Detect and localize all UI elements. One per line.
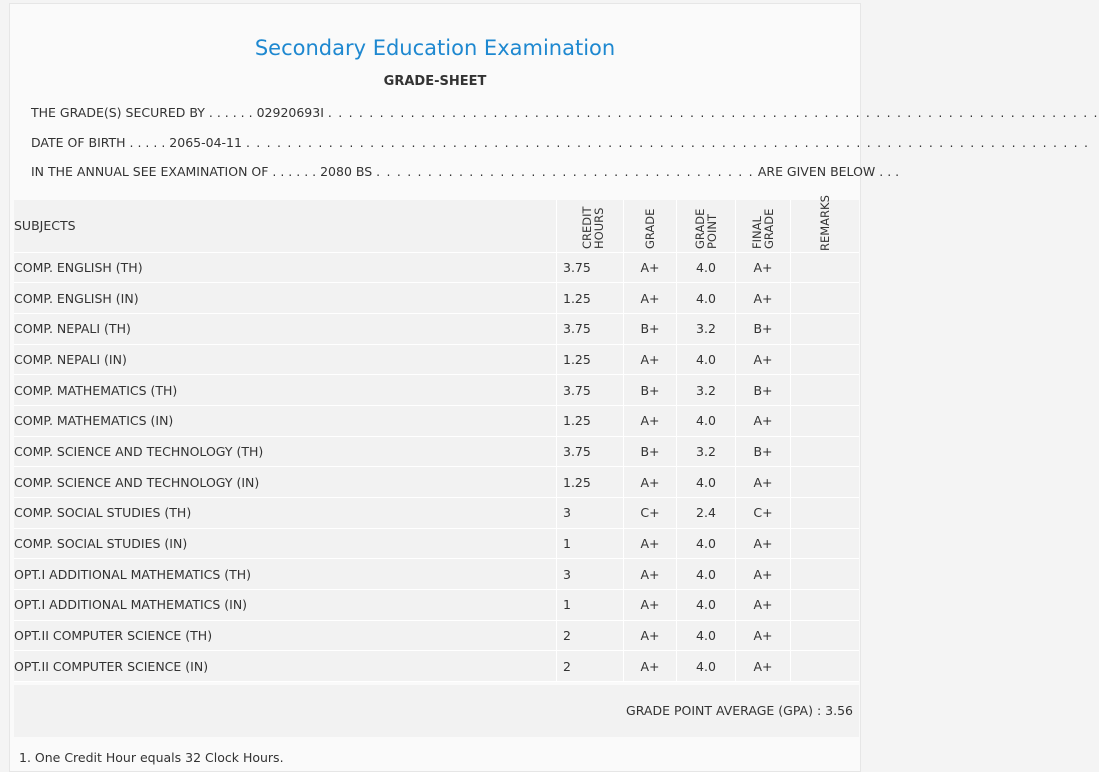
grade-point-cell: 4.0 [677, 620, 736, 651]
secured-by-trail: . . . . . . . . . . . . . . . . . . . . . . . . . . . . . . . . . . . . . . . . . . . . . . . . . . . . . . . . . . . . . . . . . . . . . . . . . . . [327, 105, 1099, 120]
subject-cell: COMP. SCIENCE AND TECHNOLOGY (IN) [14, 467, 557, 498]
subject-cell: OPT.I ADDITIONAL MATHEMATICS (IN) [14, 590, 557, 621]
remarks-cell [791, 559, 860, 590]
subject-cell: OPT.I ADDITIONAL MATHEMATICS (TH) [14, 559, 557, 590]
subject-cell: COMP. ENGLISH (IN) [14, 283, 557, 314]
grade-cell: B+ [624, 436, 677, 467]
final-grade-cell: A+ [736, 467, 791, 498]
page-title: Secondary Education Examination [254, 36, 616, 60]
table-row [14, 651, 859, 682]
remarks-cell [791, 375, 860, 406]
table-row [14, 467, 859, 498]
final-grade-cell: A+ [736, 252, 791, 283]
grade-cell: A+ [624, 344, 677, 375]
final-grade-cell: A+ [736, 559, 791, 590]
table-row [14, 313, 859, 344]
grade-cell: A+ [624, 620, 677, 651]
grade-point-cell: 4.0 [677, 283, 736, 314]
remarks-header: REMARKS [791, 200, 860, 252]
exam-label: IN THE ANNUAL SEE EXAMINATION OF . . . . . . [31, 164, 317, 179]
final-grade-cell: A+ [736, 590, 791, 621]
grade-cell: A+ [624, 559, 677, 590]
remarks-cell [791, 590, 860, 621]
remarks-cell [791, 436, 860, 467]
remarks-cell [791, 620, 860, 651]
exam-mid-dots: . . . . . . . . . . . . . . . . . . . . . . . . . . . . . . . . . . . . . [376, 164, 754, 179]
grade-point-cell: 2.4 [677, 498, 736, 529]
final-grade-cell: B+ [736, 313, 791, 344]
subject-cell: COMP. SOCIAL STUDIES (IN) [14, 528, 557, 559]
final-grade-header: FINAL GRADE [736, 200, 791, 252]
subject-cell: COMP. MATHEMATICS (TH) [14, 375, 557, 406]
grade-point-cell: 3.2 [677, 436, 736, 467]
final-grade-cell: A+ [736, 651, 791, 682]
final-grade-cell: A+ [736, 528, 791, 559]
grade-point-cell: 4.0 [677, 528, 736, 559]
grade-cell: A+ [624, 283, 677, 314]
dob-trail: . . . . . . . . . . . . . . . . . . . . . . . . . . . . . . . . . . . . . . . . . . . . . . . . . . . . . . . . . . . . . . . . . . . . . . . . . . . . . . . . . . [245, 135, 1090, 150]
remarks-cell [791, 651, 860, 682]
grade-point-header: GRADE POINT [677, 200, 736, 252]
gpa-box [14, 685, 859, 737]
table-row [14, 252, 859, 283]
exam-line [31, 164, 899, 179]
subject-cell: OPT.II COMPUTER SCIENCE (IN) [14, 651, 557, 682]
table-row [14, 283, 859, 314]
grade-cell: B+ [624, 375, 677, 406]
grade-point-cell: 4.0 [677, 405, 736, 436]
final-grade-cell: B+ [736, 436, 791, 467]
secured-by-label: THE GRADE(S) SECURED BY . . . . . . [31, 105, 253, 120]
dob-label: DATE OF BIRTH . . . . . [31, 135, 166, 150]
grades-table [14, 194, 859, 682]
subject-cell: COMP. SOCIAL STUDIES (TH) [14, 498, 557, 529]
table-row [14, 590, 859, 621]
remarks-cell [791, 405, 860, 436]
grade-point-cell: 4.0 [677, 344, 736, 375]
gpa-label: GRADE POINT AVERAGE (GPA) : [626, 703, 822, 718]
final-grade-cell: C+ [736, 498, 791, 529]
grade-point-cell: 4.0 [677, 559, 736, 590]
remarks-cell [791, 283, 860, 314]
table-row [14, 528, 859, 559]
secured-by-line [31, 105, 1099, 120]
credit-hours-header: CREDIT HOURS [557, 200, 624, 252]
credit-hours-cell: 1 [557, 590, 624, 621]
table-row [14, 620, 859, 651]
grade-cell: A+ [624, 467, 677, 498]
grade-point-cell: 4.0 [677, 590, 736, 621]
grade-cell: A+ [624, 528, 677, 559]
grade-cell: A+ [624, 590, 677, 621]
subject-cell: COMP. SCIENCE AND TECHNOLOGY (TH) [14, 436, 557, 467]
credit-hour-note: 1. One Credit Hour equals 32 Clock Hours. [19, 750, 284, 765]
credit-hours-cell: 2 [557, 651, 624, 682]
credit-hours-cell: 1.25 [557, 467, 624, 498]
subject-cell: OPT.II COMPUTER SCIENCE (TH) [14, 620, 557, 651]
remarks-cell [791, 344, 860, 375]
final-grade-cell: A+ [736, 283, 791, 314]
final-grade-cell: B+ [736, 375, 791, 406]
final-grade-cell: A+ [736, 620, 791, 651]
credit-hours-cell: 3 [557, 559, 624, 590]
table-header-row [14, 200, 859, 252]
remarks-cell [791, 313, 860, 344]
dob-line [31, 135, 1089, 150]
credit-hours-cell: 3.75 [557, 313, 624, 344]
grade-cell: B+ [624, 313, 677, 344]
grade-point-cell: 3.2 [677, 313, 736, 344]
credit-hours-cell: 1.25 [557, 405, 624, 436]
table-row [14, 375, 859, 406]
credit-hours-cell: 1.25 [557, 344, 624, 375]
subject-cell: COMP. ENGLISH (TH) [14, 252, 557, 283]
grade-point-cell: 4.0 [677, 467, 736, 498]
grade-cell: C+ [624, 498, 677, 529]
exam-year: 2080 BS [320, 164, 373, 179]
remarks-cell [791, 528, 860, 559]
subject-cell: COMP. MATHEMATICS (IN) [14, 405, 557, 436]
grade-cell: A+ [624, 405, 677, 436]
remarks-cell [791, 498, 860, 529]
page-subtitle: GRADE-SHEET [383, 74, 487, 89]
credit-hours-cell: 3 [557, 498, 624, 529]
remarks-cell [791, 467, 860, 498]
credit-hours-cell: 3.75 [557, 375, 624, 406]
final-grade-cell: A+ [736, 405, 791, 436]
grade-point-cell: 3.2 [677, 375, 736, 406]
table-row [14, 498, 859, 529]
dob-value: 2065-04-11 [169, 135, 242, 150]
remarks-cell [791, 252, 860, 283]
table-row [14, 405, 859, 436]
credit-hours-cell: 1 [557, 528, 624, 559]
subjects-header: SUBJECTS [14, 200, 557, 252]
credit-hours-cell: 2 [557, 620, 624, 651]
grade-cell: A+ [624, 252, 677, 283]
exam-end: ARE GIVEN BELOW . . . [757, 164, 900, 179]
grade-header: GRADE [624, 200, 677, 252]
grade-point-cell: 4.0 [677, 252, 736, 283]
final-grade-cell: A+ [736, 344, 791, 375]
grade-sheet [9, 3, 1099, 772]
subject-cell: COMP. NEPALI (IN) [14, 344, 557, 375]
table-row [14, 344, 859, 375]
table-row [14, 436, 859, 467]
gpa-value: 3.56 [825, 703, 853, 718]
subject-cell: COMP. NEPALI (TH) [14, 313, 557, 344]
symbol-number: 02920693I [256, 105, 324, 120]
grade-cell: A+ [624, 651, 677, 682]
credit-hours-cell: 3.75 [557, 252, 624, 283]
table-row [14, 559, 859, 590]
credit-hours-cell: 3.75 [557, 436, 624, 467]
gpa-line [626, 703, 853, 718]
credit-hours-cell: 1.25 [557, 283, 624, 314]
grade-point-cell: 4.0 [677, 651, 736, 682]
